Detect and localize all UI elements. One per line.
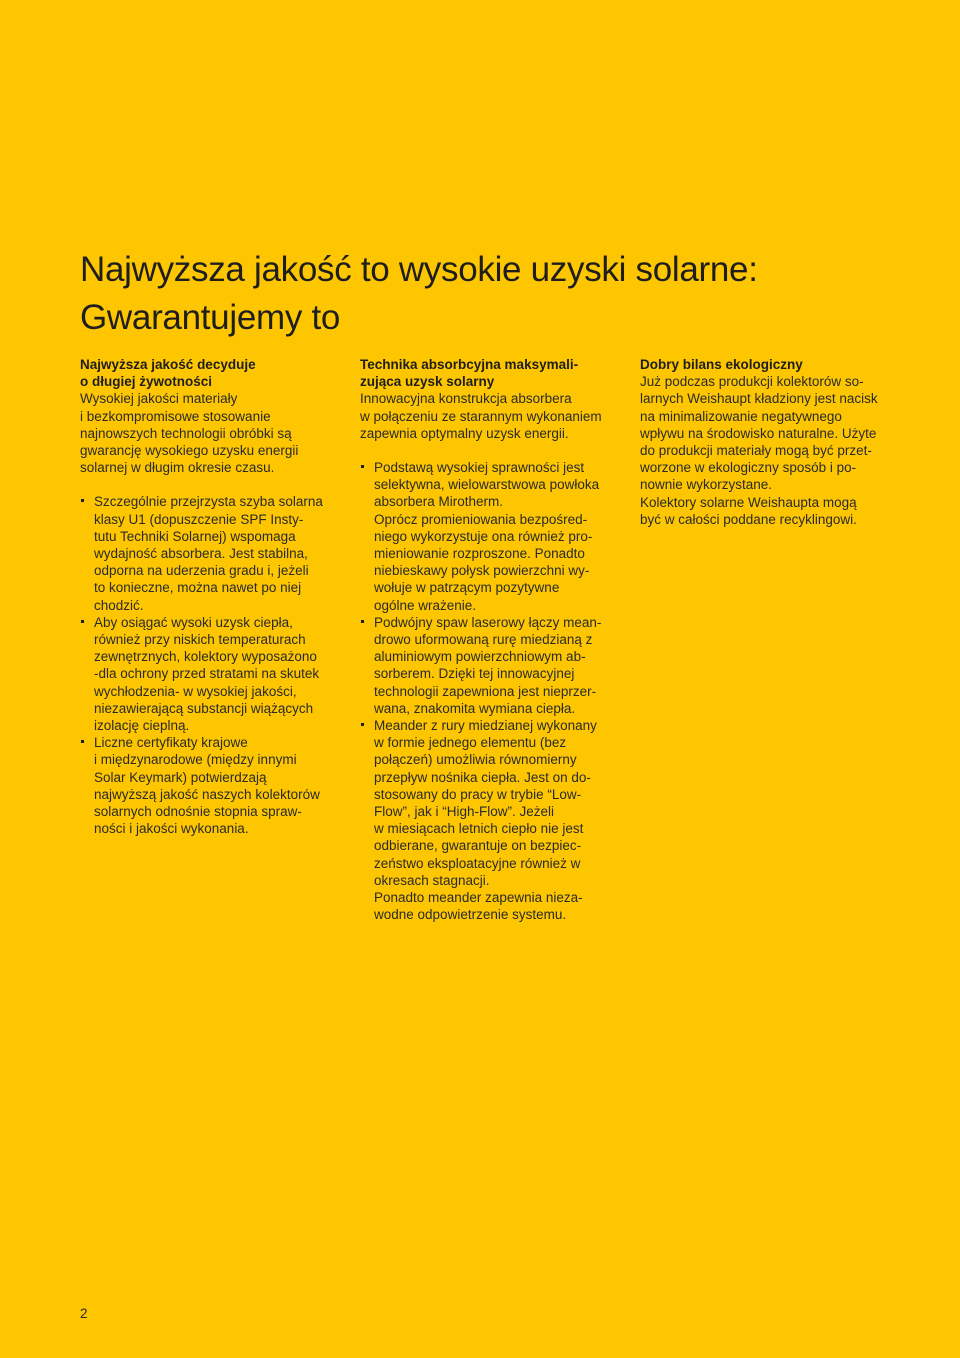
bullet-item: Aby osiągać wysoki uzysk ciepła, również przy niskich temperaturach zewnętrznych, kolektory wyposażono -dla ochrony przed stratami na skutek wychłodzenia- w wysokiej jakości, niezawierającą substancji wiążących izolację cieplną. [80,614,330,734]
spacer [80,476,330,493]
column-absorber-bullets [360,459,610,923]
column-quality-intro: Wysokiej jakości materiały i bezkompromisowe stosowanie najnowszych technologii obróbki są gwarancję wysokiego uzysku energii solarnej w długim okresie czasu. [80,391,299,476]
column-absorber-intro: Innowacyjna konstrukcja absorbera w połączeniu ze starannym wykonaniem zapewnia optymalny uzysk energii. [360,391,602,441]
column-quality-bullets [80,493,330,837]
page-title [80,246,900,342]
page-title-line-2: Gwarantujemy to [80,298,341,337]
spacer [360,442,610,459]
page-title-line-1: Najwyższa jakość to wysokie uzyski solarne: [80,250,758,289]
column-absorber [360,356,610,924]
bullet-item: Podstawą wysokiej sprawności jest selektywna, wielowarstwowa powłoka absorbera Mirotherm. Oprócz promieniowania bezpośred- niego wykorzystuje ona również pro- mieniowanie rozproszone. Ponadto niebieskawy połysk powierzchni wy- wołuje w patrzącym pozytywne ogólne wrażenie. [360,459,610,614]
page-number: 2 [80,1306,88,1321]
bullet-item: Podwójny spaw laserowy łączy mean- drowo uformowaną rurę miedzianą z aluminiowym powierzchniowym ab- sorberem. Dzięki tej innowacyjnej technologii zapewniona jest nieprzer- wana, znakomita wymiana ciepła. [360,614,610,717]
column-ecology [640,356,890,528]
column-ecology-body: Już podczas produkcji kolektorów so- larnych Weishaupt kładziony jest nacisk na minimalizowanie negatywnego wpływu na środowisko naturalne. Użyte do produkcji materiały mogą być przet- worzone w ekologiczny sposób i po- nownie wykorzystane. Kolektory solarne Weishaupta mogą być w całości poddane recyklingowi. [640,374,878,527]
bullet-item: Szczególnie przejrzysta szyba solarna klasy U1 (dopuszczenie SPF Insty- tutu Techniki Solarnej) wspomaga wydajność absorbera. Jest stabilna, odporna na uderzenia gradu i, jeżeli to konieczne, można nawet po niej chodzić. [80,493,330,613]
bullet-item: Meander z rury miedzianej wykonany w formie jednego elementu (bez połączeń) umożliwia równomierny przepływ nośnika ciepła. Jest on do- stosowany do pracy w trybie “Low- Flow”, jak i “High-Flow”. Jeżeli w miesiącach letnich ciepło nie jest odbierane, gwarantuje on bezpiec- zeństwo eksploatacyjne również w okresach stagnacji. Ponadto meander zapewnia nieza- wodne odpowietrzenie systemu. [360,717,610,923]
bullet-item: Liczne certyfikaty krajowe i międzynarodowe (między innymi Solar Keymark) potwierdzają najwyższą jakość naszych kolektorów solarnych odnośnie stopnia spraw- ności i jakości wykonania. [80,734,330,837]
column-quality [80,356,330,837]
column-absorber-heading: Technika absorbcyjna maksymali- zująca uzysk solarny [360,357,579,390]
column-quality-heading: Najwyższa jakość decyduje o długiej żywotności [80,357,256,390]
column-ecology-heading: Dobry bilans ekologiczny [640,357,803,372]
